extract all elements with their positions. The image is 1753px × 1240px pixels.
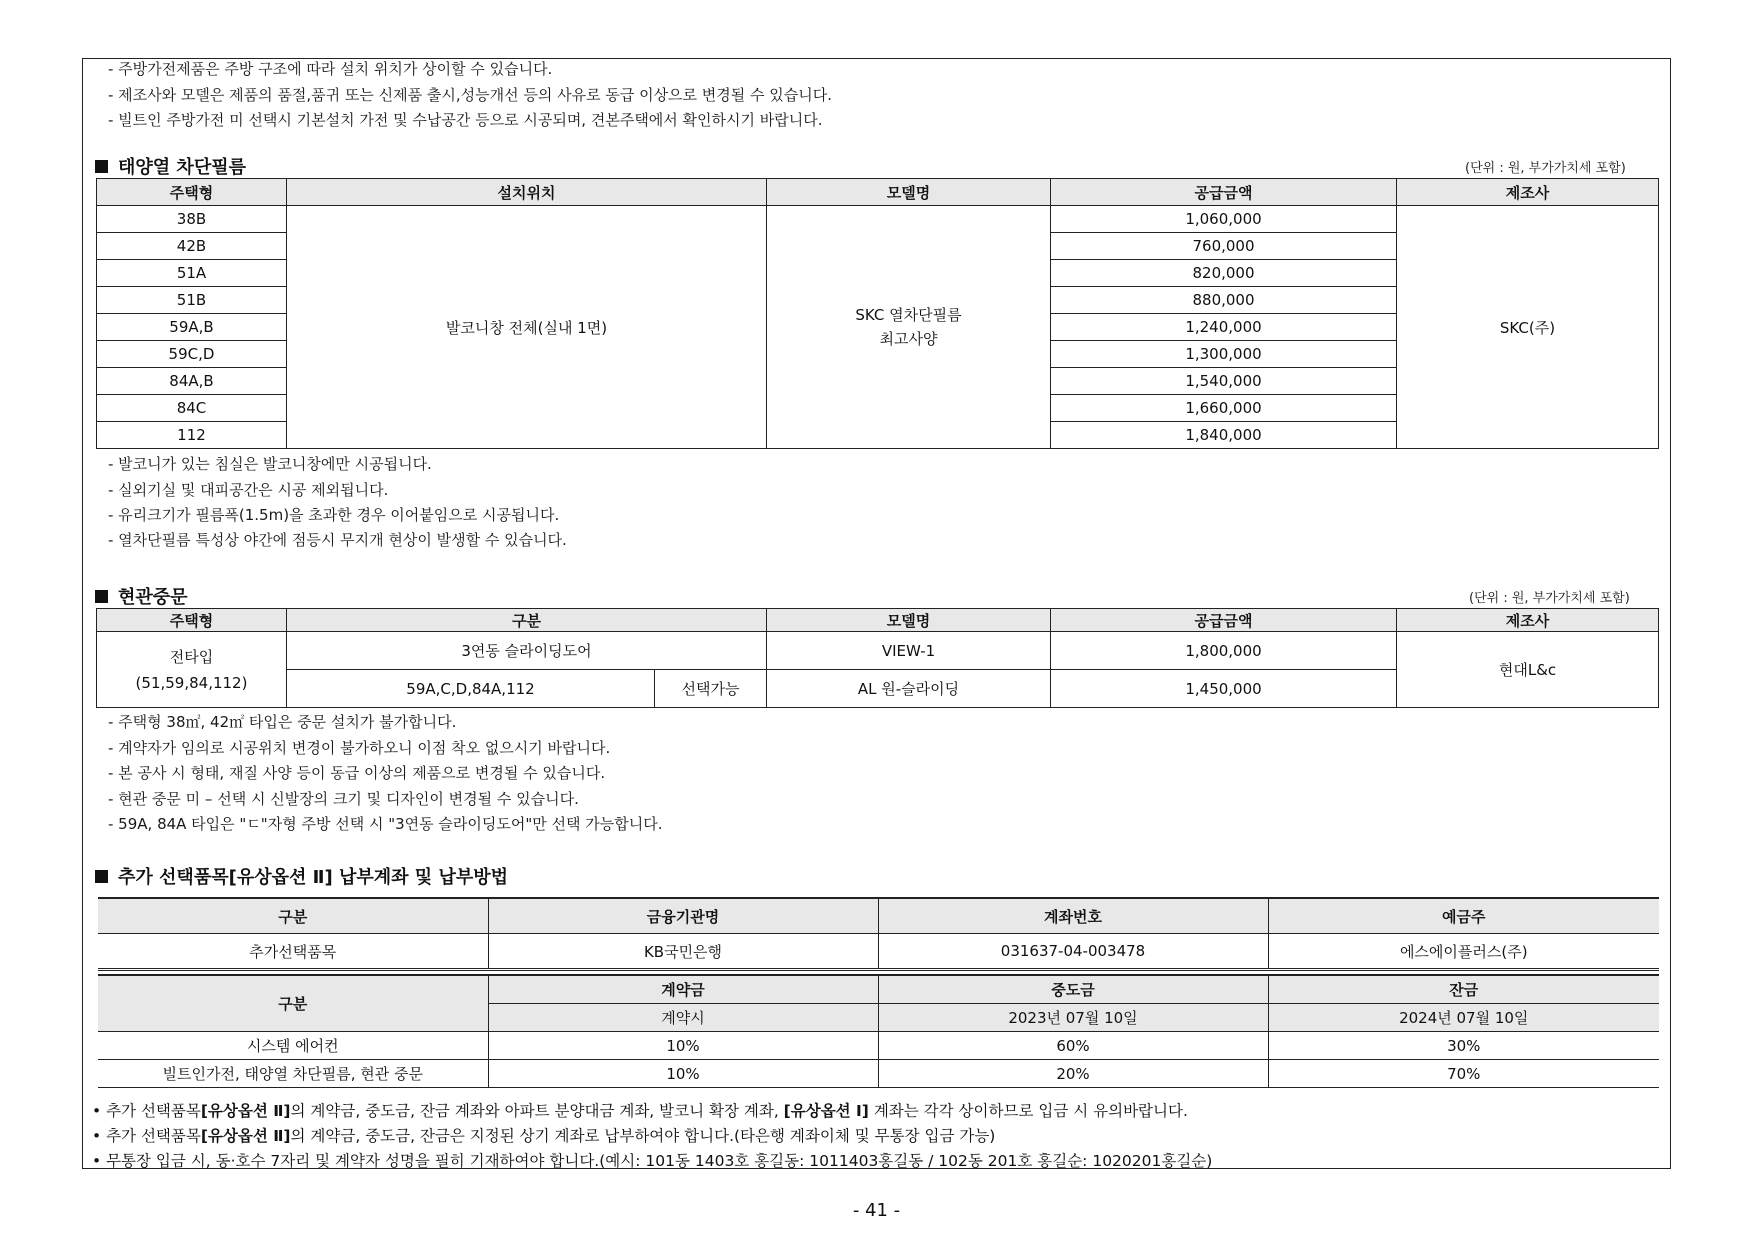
type-cell: 84C bbox=[97, 395, 287, 422]
ratio-cell: 10% bbox=[488, 1032, 878, 1060]
door-note: - 59A, 84A 타입은 "ㄷ"자형 주방 선택 시 "3연동 슬라이딩도어"만 선택 가능합니다. bbox=[108, 815, 663, 833]
type-cell: 59A,B bbox=[97, 314, 287, 341]
ratio-cell: 20% bbox=[878, 1060, 1268, 1088]
header-cell: 구분 bbox=[287, 609, 767, 632]
type-cell: 51B bbox=[97, 287, 287, 314]
model-cell: AL 원-슬라이딩 bbox=[767, 670, 1051, 708]
header-cell: 계좌번호 bbox=[878, 898, 1268, 934]
price-cell: 1,800,000 bbox=[1051, 632, 1397, 670]
top-note: - 제조사와 모델은 제품의 품절,품귀 또는 신제품 출시,성능개선 등의 사유로 동급 이상으로 변경될 수 있습니다. bbox=[108, 86, 833, 104]
square-bullet-icon bbox=[95, 590, 108, 603]
bullet-bold: [유상옵션 Ⅰ] bbox=[783, 1102, 869, 1120]
account-table bbox=[98, 897, 1659, 971]
door-note: - 계약자가 임의로 시공위치 변경이 불가하오니 이점 착오 없으시기 바랍니다. bbox=[108, 739, 611, 757]
bullet-text: 의 계약금, 중도금, 잔금 계좌와 아파트 분양대금 계좌, 발코니 확장 계좌, bbox=[290, 1102, 784, 1120]
ratio-cell: 60% bbox=[878, 1032, 1268, 1060]
bullet-text: • 추가 선택품목 bbox=[92, 1102, 201, 1120]
account-cell: KB국민은행 bbox=[488, 934, 878, 970]
top-note: - 빌트인 주방가전 미 선택시 기본설치 가전 및 수납공간 등으로 시공되며, 견본주택에서 확인하시기 바랍니다. bbox=[108, 111, 823, 129]
film-note: - 발코니가 있는 침실은 발코니창에만 시공됩니다. bbox=[108, 455, 432, 473]
payment-section-title bbox=[95, 863, 508, 889]
bullet-bold: [유상옵션 Ⅱ] bbox=[200, 1127, 291, 1145]
type-cell: 112 bbox=[97, 422, 287, 449]
bullet-text: • 추가 선택품목 bbox=[92, 1127, 201, 1145]
film-note: - 열차단필름 특성상 야간에 점등시 무지개 현상이 발생할 수 있습니다. bbox=[108, 531, 567, 549]
door-section-title bbox=[95, 583, 188, 609]
header-cell: 금융기관명 bbox=[488, 898, 878, 934]
type-line: 전타입 bbox=[169, 647, 214, 666]
header-cell: 제조사 bbox=[1397, 609, 1659, 632]
payment-bullet bbox=[92, 1124, 995, 1146]
payment-bullet bbox=[92, 1149, 1212, 1171]
model-line: SKC 열차단필름 bbox=[855, 306, 962, 324]
table-header-row bbox=[98, 898, 1659, 934]
price-cell: 880,000 bbox=[1051, 287, 1397, 314]
option-cell: 선택가능 bbox=[655, 670, 767, 708]
kind-cell: 59A,C,D,84A,112 bbox=[287, 670, 655, 708]
film-note: - 유리크기가 필름폭(1.5m)을 초과한 경우 이어붙임으로 시공됩니다. bbox=[108, 506, 560, 524]
account-cell: 에스에이플러스(주) bbox=[1268, 934, 1659, 970]
location-cell: 발코니창 전체(실내 1면) bbox=[287, 206, 767, 449]
door-unit-note: (단위 : 원, 부가가치세 포함) bbox=[1469, 591, 1630, 606]
bullet-text: 의 계약금, 중도금, 잔금은 지정된 상기 계좌로 납부하여야 합니다.(타은행 계좌이체 및 무통장 입금 가능) bbox=[290, 1127, 996, 1145]
price-cell: 1,060,000 bbox=[1051, 206, 1397, 233]
item-name-cell: 빌트인가전, 태양열 차단필름, 현관 중문 bbox=[98, 1060, 488, 1088]
account-cell: 추가선택품목 bbox=[98, 934, 488, 970]
table-header-row bbox=[97, 179, 1659, 206]
table-header-row bbox=[98, 975, 1659, 1004]
stage-header: 계약금 bbox=[488, 975, 878, 1004]
price-cell: 1,540,000 bbox=[1051, 368, 1397, 395]
type-cell: 38B bbox=[97, 206, 287, 233]
stage-date: 2024년 07월 10일 bbox=[1268, 1004, 1659, 1032]
item-name-cell: 시스템 에어컨 bbox=[98, 1032, 488, 1060]
door-title-text: 현관중문 bbox=[118, 587, 188, 608]
page-number: - 41 - bbox=[852, 1200, 901, 1221]
schedule-table bbox=[98, 974, 1659, 1088]
price-cell: 1,840,000 bbox=[1051, 422, 1397, 449]
header-cell: 예금주 bbox=[1268, 898, 1659, 934]
type-cell: 84A,B bbox=[97, 368, 287, 395]
header-cell: 공급금액 bbox=[1051, 609, 1397, 632]
header-cell: 구분 bbox=[98, 975, 488, 1032]
type-line: (51,59,84,112) bbox=[135, 673, 248, 692]
header-cell: 설치위치 bbox=[287, 179, 767, 206]
door-table bbox=[96, 608, 1659, 708]
account-cell: 031637-04-003478 bbox=[878, 934, 1268, 970]
film-unit-note: (단위 : 원, 부가가치세 포함) bbox=[1465, 161, 1626, 176]
type-cell bbox=[97, 632, 287, 708]
square-bullet-icon bbox=[95, 870, 108, 883]
bullet-text: 계좌는 각각 상이하므로 입금 시 유의바랍니다. bbox=[868, 1102, 1188, 1120]
type-cell: 59C,D bbox=[97, 341, 287, 368]
film-table bbox=[96, 178, 1659, 449]
kind-cell: 3연동 슬라이딩도어 bbox=[287, 632, 767, 670]
price-cell: 1,300,000 bbox=[1051, 341, 1397, 368]
film-title-text: 태양열 차단필름 bbox=[118, 157, 246, 178]
stage-date: 2023년 07월 10일 bbox=[878, 1004, 1268, 1032]
door-note: - 현관 중문 미 – 선택 시 신발장의 크기 및 디자인이 변경될 수 있습니다. bbox=[108, 790, 579, 808]
bullet-bold: [유상옵션 Ⅱ] bbox=[200, 1102, 291, 1120]
table-row bbox=[97, 632, 1659, 670]
model-cell bbox=[767, 206, 1051, 449]
film-section-title bbox=[95, 153, 246, 179]
table-header-row bbox=[97, 609, 1659, 632]
header-cell: 제조사 bbox=[1397, 179, 1659, 206]
ratio-cell: 30% bbox=[1268, 1032, 1659, 1060]
header-cell: 주택형 bbox=[97, 609, 287, 632]
header-cell: 모델명 bbox=[767, 609, 1051, 632]
price-cell: 1,450,000 bbox=[1051, 670, 1397, 708]
header-cell: 구분 bbox=[98, 898, 488, 934]
stage-date: 계약시 bbox=[488, 1004, 878, 1032]
top-note: - 주방가전제품은 주방 구조에 따라 설치 위치가 상이할 수 있습니다. bbox=[108, 60, 553, 78]
price-cell: 760,000 bbox=[1051, 233, 1397, 260]
header-cell: 공급금액 bbox=[1051, 179, 1397, 206]
ratio-cell: 10% bbox=[488, 1060, 878, 1088]
price-cell: 820,000 bbox=[1051, 260, 1397, 287]
model-line: 최고사양 bbox=[879, 330, 938, 348]
maker-cell: 현대L&c bbox=[1397, 632, 1659, 708]
table-row bbox=[98, 1060, 1659, 1088]
header-cell: 모델명 bbox=[767, 179, 1051, 206]
ratio-cell: 70% bbox=[1268, 1060, 1659, 1088]
square-bullet-icon bbox=[95, 160, 108, 173]
header-cell: 주택형 bbox=[97, 179, 287, 206]
film-note: - 실외기실 및 대피공간은 시공 제외됩니다. bbox=[108, 481, 389, 499]
payment-title-text: 추가 선택품목[유상옵션 Ⅱ] 납부계좌 및 납부방법 bbox=[118, 867, 509, 888]
table-row bbox=[97, 206, 1659, 233]
type-cell: 42B bbox=[97, 233, 287, 260]
bullet-text: • 무통장 입금 시, 동·호수 7자리 및 계약자 성명을 필히 기재하여야 합니다.(예시: 101동 1403호 홍길동: 1011403홍길동 / 102동 201호 홍길순: 1020201홍길순) bbox=[92, 1152, 1213, 1170]
stage-header: 잔금 bbox=[1268, 975, 1659, 1004]
door-note: - 본 공사 시 형태, 재질 사양 등이 동급 이상의 제품으로 변경될 수 있습니다. bbox=[108, 764, 606, 782]
price-cell: 1,240,000 bbox=[1051, 314, 1397, 341]
payment-bullet bbox=[92, 1099, 1188, 1121]
table-row bbox=[98, 934, 1659, 970]
model-cell: VIEW-1 bbox=[767, 632, 1051, 670]
table-row bbox=[98, 1032, 1659, 1060]
stage-header: 중도금 bbox=[878, 975, 1268, 1004]
type-cell: 51A bbox=[97, 260, 287, 287]
door-note: - 주택형 38㎡, 42㎡ 타입은 중문 설치가 불가합니다. bbox=[108, 713, 457, 731]
price-cell: 1,660,000 bbox=[1051, 395, 1397, 422]
maker-cell: SKC(주) bbox=[1397, 206, 1659, 449]
